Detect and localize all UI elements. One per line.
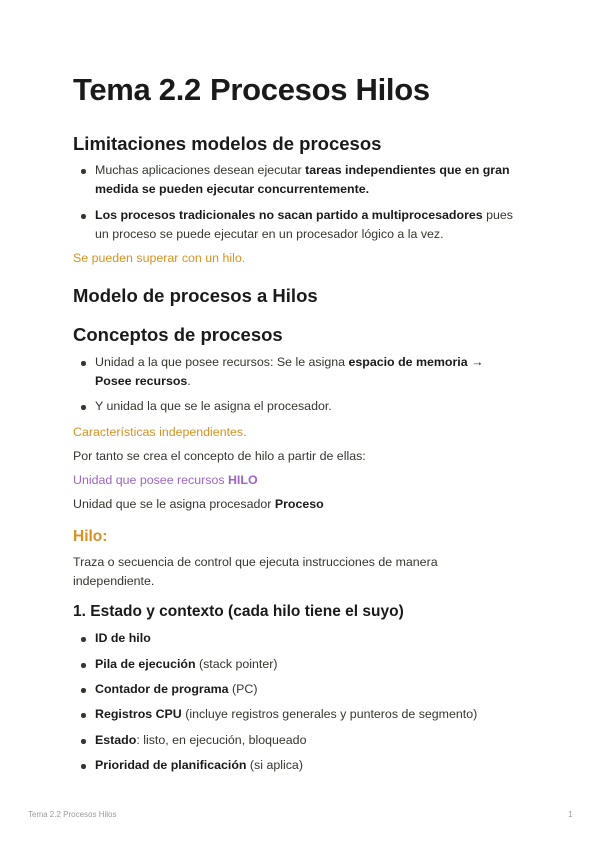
footer-title: Tema 2.2 Procesos Hilos [28, 810, 117, 819]
list-item: ID de hilo [95, 629, 535, 648]
note-text: Características independientes. [73, 425, 247, 439]
bullet-icon [81, 713, 86, 718]
paragraph: Por tanto se crea el concepto de hilo a partir de ellas: [73, 449, 366, 463]
list-item: Contador de programa (PC) [95, 680, 535, 699]
list-item: Los procesos tradicionales no sacan partido a multiprocesadores pues un proceso se puede ejecutar en un procesador lógico a la vez. [95, 206, 535, 244]
bullet-icon [81, 361, 86, 366]
footer-page-number: 1 [568, 810, 573, 819]
paragraph-proceso: Unidad que se le asigna procesador Proceso [73, 497, 324, 511]
bullet-icon [81, 405, 86, 410]
bullet-icon [81, 663, 86, 668]
bullet-icon [81, 688, 86, 693]
list-item: Muchas aplicaciones desean ejecutar tareas independientes que en gran medida se pueden ejecutar concurrentemente. [95, 161, 535, 199]
list-item: Prioridad de planificación (si aplica) [95, 756, 535, 775]
paragraph-hilo-desc: Traza o secuencia de control que ejecuta instrucciones de manera independiente. [73, 555, 438, 588]
list-item: Registros CPU (incluye registros generales y punteros de segmento) [95, 705, 535, 724]
list-item: Estado: listo, en ejecución, bloqueado [95, 731, 535, 750]
paragraph-hilo: Unidad que posee recursos HILO [73, 473, 258, 487]
section-heading-limitaciones: Limitaciones modelos de procesos [73, 133, 382, 154]
heading-estado: 1. Estado y contexto (cada hilo tiene el suyo) [73, 603, 404, 620]
bullet-icon [81, 214, 86, 219]
heading-hilo: Hilo: [73, 528, 108, 545]
page-title: Tema 2.2 Procesos Hilos [73, 72, 430, 107]
section-heading-modelo: Modelo de procesos a Hilos [73, 285, 318, 306]
list-item: Y unidad la que se le asigna el procesador. [95, 397, 535, 416]
list-item: Pila de ejecución (stack pointer) [95, 655, 535, 674]
bullet-icon [81, 637, 86, 642]
section-heading-conceptos: Conceptos de procesos [73, 324, 283, 345]
note-text: Se pueden superar con un hilo. [73, 251, 246, 265]
arrow-icon: → [467, 355, 484, 369]
bullet-icon [81, 169, 86, 174]
bullet-icon [81, 764, 86, 769]
list-item: Unidad a la que posee recursos: Se le asigna espacio de memoria → Posee recursos. [95, 353, 535, 391]
bullet-icon [81, 739, 86, 744]
